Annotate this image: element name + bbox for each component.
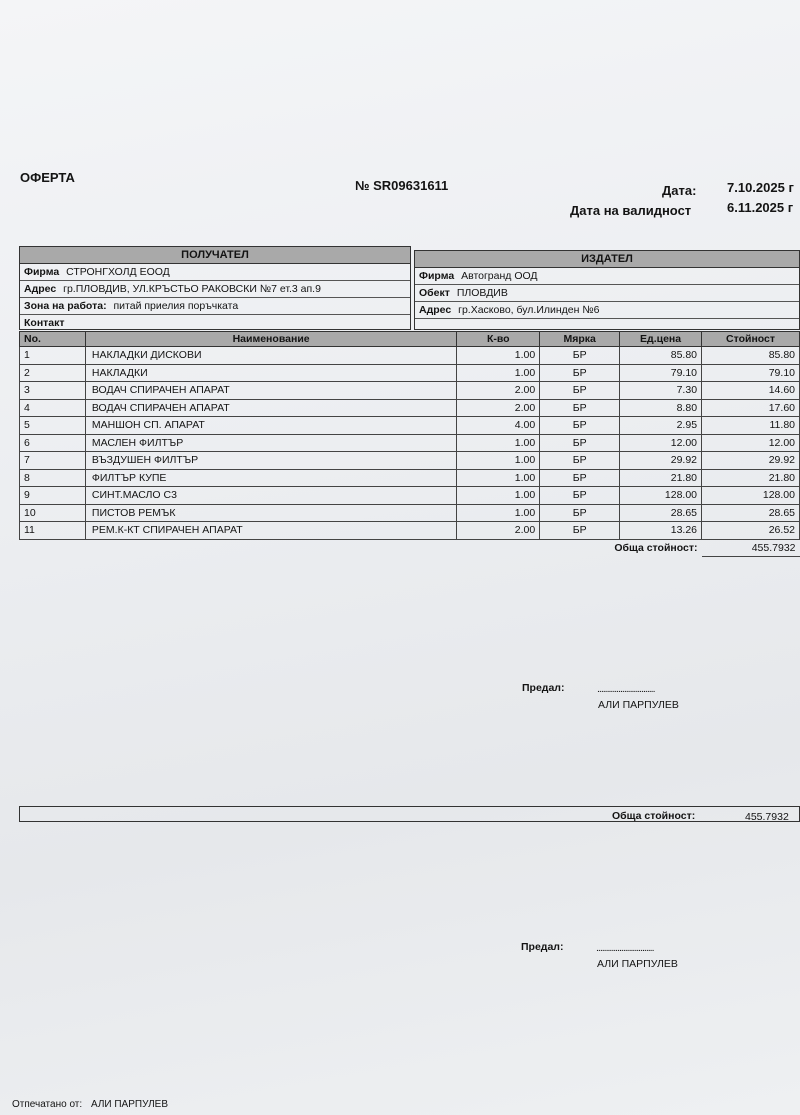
row-no: 10 — [20, 504, 86, 522]
recipient-firm-label: Фирма — [24, 266, 60, 278]
date-value: 7.10.2025 г — [727, 180, 794, 195]
issuer-title: ИЗДАТЕЛ — [415, 251, 799, 268]
table-row — [20, 487, 800, 505]
recipient-title: ПОЛУЧАТЕЛ — [20, 247, 410, 264]
row-no: 7 — [20, 452, 86, 470]
row-no: 2 — [20, 364, 86, 382]
row-price: 13.26 — [620, 522, 702, 540]
summary-total-value: 455.7932 — [745, 811, 789, 823]
col-header-price: Ед.цена — [620, 332, 702, 347]
row-value: 21.80 — [702, 469, 800, 487]
table-row — [20, 364, 800, 382]
row-value: 12.00 — [702, 434, 800, 452]
signature2-label: Предал: — [521, 941, 564, 953]
recipient-firm-value: СТРОНГХОЛД ЕООД — [66, 266, 170, 278]
recipient-zone-label: Зона на работа: — [24, 300, 107, 312]
row-value: 85.80 — [702, 347, 800, 365]
recipient-box — [19, 246, 411, 330]
row-value: 128.00 — [702, 487, 800, 505]
row-unit: БР — [540, 522, 620, 540]
issuer-object-label: Обект — [419, 287, 450, 299]
recipient-address-value: гр.ПЛОВДИВ, УЛ.КРЪСТЬО РАКОВСКИ №7 ет.3 ап.9 — [63, 283, 321, 295]
table-row — [20, 522, 800, 540]
row-unit: БР — [540, 382, 620, 400]
row-qty: 1.00 — [457, 487, 540, 505]
row-no: 11 — [20, 522, 86, 540]
issuer-address-value: гр.Хасково, бул.Илинден №6 — [458, 304, 600, 316]
row-price: 29.92 — [620, 452, 702, 470]
row-unit: БР — [540, 487, 620, 505]
recipient-zone-value: питай приелия поръчката — [113, 300, 239, 312]
row-price: 28.65 — [620, 504, 702, 522]
row-price: 85.80 — [620, 347, 702, 365]
row-price: 12.00 — [620, 434, 702, 452]
table-row — [20, 347, 800, 365]
table-row — [20, 417, 800, 435]
row-value: 11.80 — [702, 417, 800, 435]
recipient-contact-row — [20, 315, 410, 331]
row-unit: БР — [540, 364, 620, 382]
printed-by — [12, 1099, 168, 1110]
row-value: 79.10 — [702, 364, 800, 382]
row-name: ПИСТОВ РЕМЪК — [85, 504, 456, 522]
issuer-box — [414, 250, 800, 330]
row-price: 21.80 — [620, 469, 702, 487]
recipient-firm-row — [20, 264, 410, 281]
issuer-firm-row — [415, 268, 799, 285]
items-header-row — [20, 332, 800, 347]
row-qty: 1.00 — [457, 434, 540, 452]
row-name: ВОДАЧ СПИРАЧЕН АПАРАТ — [85, 399, 456, 417]
issuer-address-label: Адрес — [419, 304, 452, 316]
signature1-name: АЛИ ПАРПУЛЕВ — [598, 699, 679, 711]
table-row — [20, 504, 800, 522]
row-name: СИНТ.МАСЛО С3 — [85, 487, 456, 505]
row-no: 8 — [20, 469, 86, 487]
row-qty: 2.00 — [457, 382, 540, 400]
row-qty: 4.00 — [457, 417, 540, 435]
row-qty: 2.00 — [457, 399, 540, 417]
recipient-address-row — [20, 281, 410, 298]
table-row — [20, 382, 800, 400]
row-price: 79.10 — [620, 364, 702, 382]
issuer-object-row — [415, 285, 799, 302]
table-row — [20, 469, 800, 487]
issuer-object-value: ПЛОВДИВ — [456, 287, 508, 299]
row-value: 26.52 — [702, 522, 800, 540]
signature1-label: Предал: — [522, 682, 565, 694]
row-value: 14.60 — [702, 382, 800, 400]
row-price: 2.95 — [620, 417, 702, 435]
row-no: 9 — [20, 487, 86, 505]
printed-by-value: АЛИ ПАРПУЛЕВ — [90, 1099, 168, 1110]
row-qty: 2.00 — [457, 522, 540, 540]
issuer-firm-value: Автогранд ООД — [461, 270, 538, 282]
row-unit: БР — [540, 452, 620, 470]
col-header-name: Наименование — [85, 332, 456, 347]
row-value: 29.92 — [702, 452, 800, 470]
issuer-firm-label: Фирма — [419, 270, 455, 282]
row-name: РЕМ.К-КТ СПИРАЧЕН АПАРАТ — [85, 522, 456, 540]
col-header-no: No. — [20, 332, 86, 347]
recipient-address-label: Адрес — [24, 283, 57, 295]
row-qty: 1.00 — [457, 469, 540, 487]
row-name: МАСЛЕН ФИЛТЪР — [85, 434, 456, 452]
row-name: ВЪЗДУШЕН ФИЛТЪР — [85, 452, 456, 470]
col-header-unit: Мярка — [540, 332, 620, 347]
items-total-value: 455.7932 — [702, 539, 800, 557]
row-unit: БР — [540, 469, 620, 487]
row-value: 28.65 — [702, 504, 800, 522]
col-header-qty: К-во — [457, 332, 540, 347]
row-price: 128.00 — [620, 487, 702, 505]
validity-label: Дата на валидност — [570, 203, 692, 218]
row-qty: 1.00 — [457, 347, 540, 365]
items-total-row — [20, 539, 800, 557]
signature2-dots: .............................. — [596, 942, 654, 954]
signature1-dots: .............................. — [597, 683, 655, 695]
recipient-zone-row — [20, 298, 410, 315]
table-row — [20, 399, 800, 417]
row-no: 1 — [20, 347, 86, 365]
row-no: 3 — [20, 382, 86, 400]
date-label: Дата: — [662, 183, 697, 198]
row-price: 8.80 — [620, 399, 702, 417]
printed-by-label: Отпечатано от: — [12, 1099, 83, 1110]
row-unit: БР — [540, 399, 620, 417]
row-no: 6 — [20, 434, 86, 452]
row-qty: 1.00 — [457, 504, 540, 522]
row-qty: 1.00 — [457, 452, 540, 470]
signature2-name: АЛИ ПАРПУЛЕВ — [597, 958, 678, 970]
validity-value: 6.11.2025 г — [727, 200, 794, 215]
table-row — [20, 434, 800, 452]
row-unit: БР — [540, 504, 620, 522]
row-name: ВОДАЧ СПИРАЧЕН АПАРАТ — [85, 382, 456, 400]
summary-total-label: Обща стойност: — [612, 810, 696, 822]
row-no: 5 — [20, 417, 86, 435]
document-title: ОФЕРТА — [20, 170, 75, 185]
recipient-contact-label: Контакт — [24, 317, 65, 329]
items-table — [19, 331, 800, 557]
col-header-value: Стойност — [702, 332, 800, 347]
row-name: НАКЛАДКИ — [85, 364, 456, 382]
document-number: № SR09631611 — [355, 178, 449, 193]
row-price: 7.30 — [620, 382, 702, 400]
row-no: 4 — [20, 399, 86, 417]
items-body — [20, 347, 800, 540]
row-name: МАНШОН СП. АПАРАТ — [85, 417, 456, 435]
row-name: ФИЛТЪР КУПЕ — [85, 469, 456, 487]
row-name: НАКЛАДКИ ДИСКОВИ — [85, 347, 456, 365]
row-qty: 1.00 — [457, 364, 540, 382]
row-value: 17.60 — [702, 399, 800, 417]
table-row — [20, 452, 800, 470]
row-unit: БР — [540, 434, 620, 452]
row-unit: БР — [540, 417, 620, 435]
issuer-address-row — [415, 302, 799, 319]
items-total-label: Обща стойност: — [614, 542, 698, 554]
row-unit: БР — [540, 347, 620, 365]
